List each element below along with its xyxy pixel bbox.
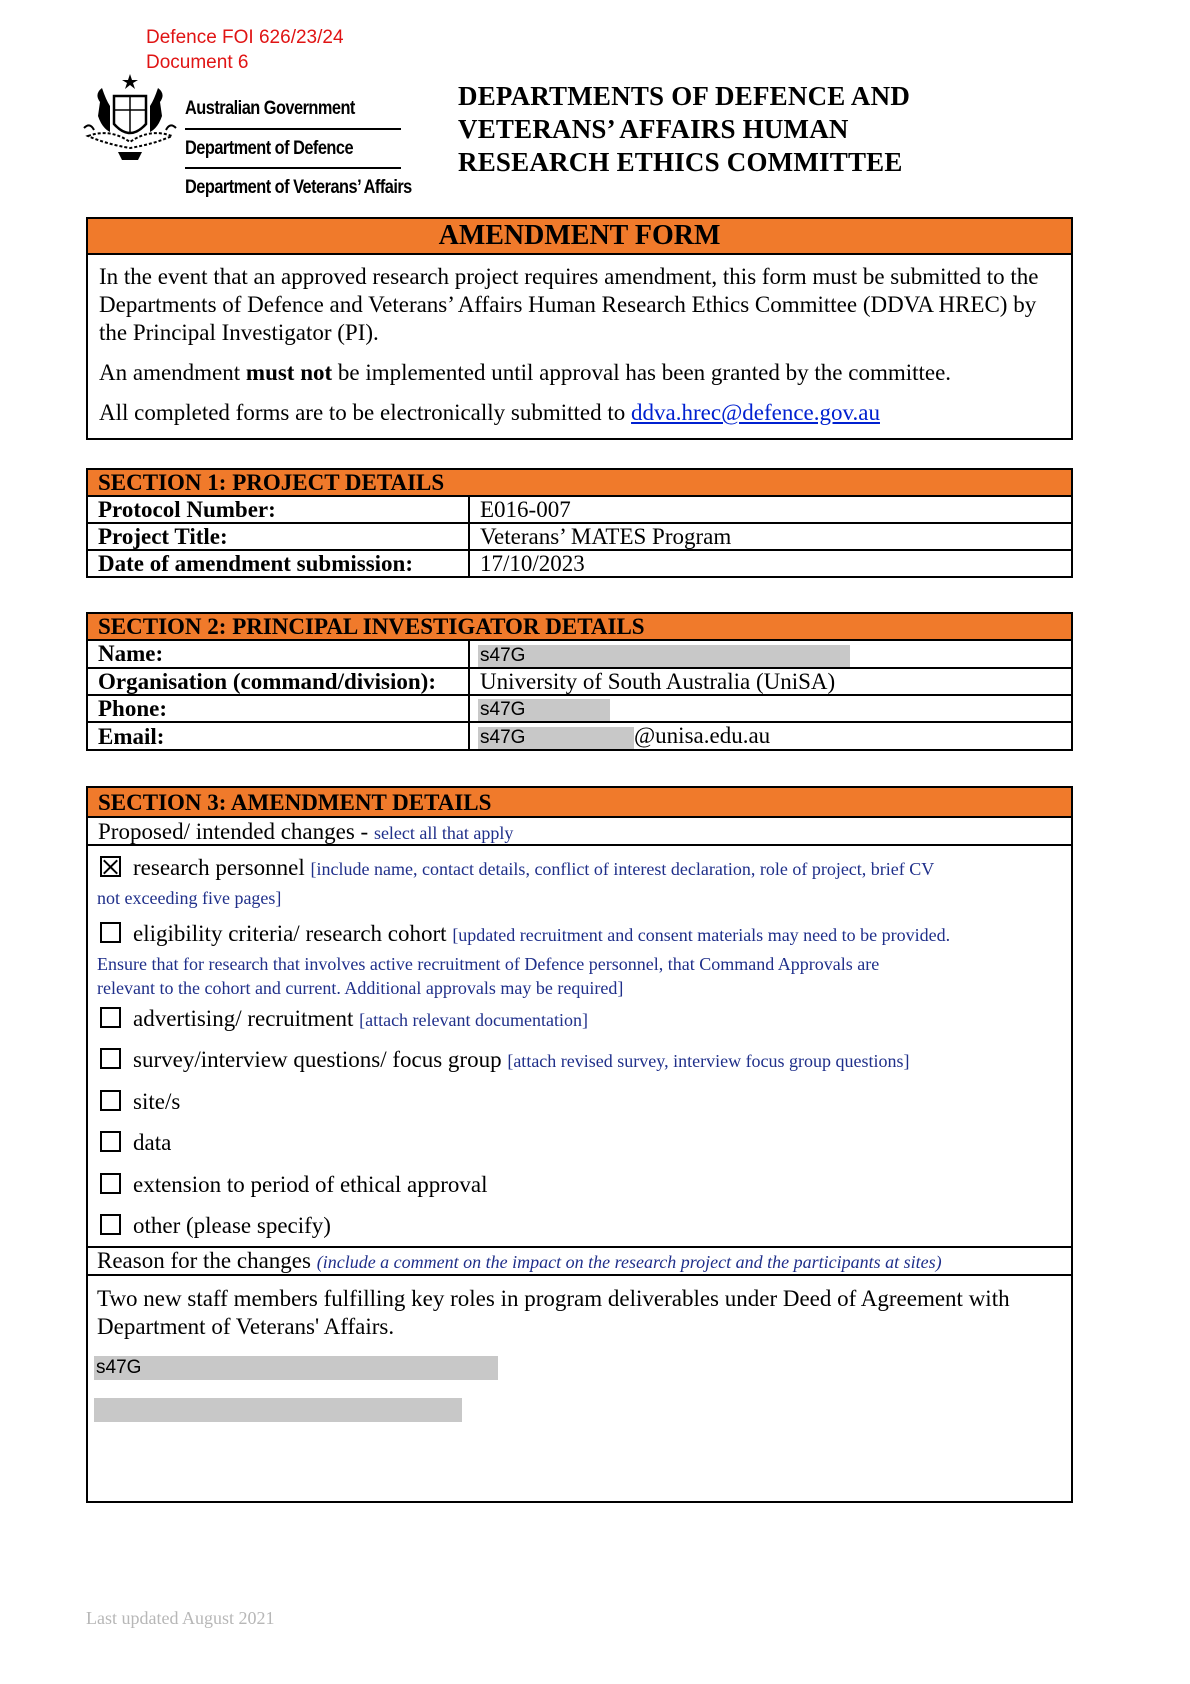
checkbox-icon[interactable] — [100, 1131, 121, 1152]
intro-paragraph-warning — [99, 359, 1061, 387]
checkbox-icon[interactable] — [100, 1173, 121, 1194]
amendment-form-box — [86, 217, 1073, 440]
logo-line-defence: Department of Defence — [185, 138, 354, 159]
option-note: [include name, contact details, conflict of interest declaration, role of project, brief CV — [310, 859, 935, 879]
committee-heading-line: DEPARTMENTS OF DEFENCE AND — [458, 81, 911, 111]
intro-text — [88, 255, 1071, 427]
organisation-label: Organisation (command/division): — [87, 668, 469, 695]
project-title-value: Veterans’ MATES Program — [469, 523, 1072, 550]
email-domain: @unisa.edu.au — [634, 723, 771, 749]
redaction-block: s47G — [478, 699, 610, 721]
submit-text: All completed forms are to be electronically submitted to — [99, 400, 632, 425]
option-advertising-recruitment[interactable] — [100, 1005, 588, 1034]
phone-value — [469, 695, 1072, 723]
reason-row — [88, 1246, 1071, 1276]
redaction-block-blank — [94, 1398, 462, 1422]
submission-date-value: 17/10/2023 — [469, 550, 1072, 577]
checkbox-icon[interactable] — [100, 1007, 121, 1028]
section1-table — [86, 468, 1073, 578]
hrec-email-link[interactable]: ddva.hrec@defence.gov.au — [631, 400, 880, 425]
committee-heading-line: VETERANS’ AFFAIRS HUMAN — [458, 114, 849, 144]
logo-divider — [185, 128, 401, 130]
option-survey-questions[interactable] — [100, 1046, 910, 1075]
redaction-block: s47G — [478, 727, 634, 749]
submission-date-label: Date of amendment submission: — [87, 550, 469, 577]
option-note: [attach relevant documentation] — [359, 1010, 588, 1030]
option-label: site/s — [133, 1089, 181, 1114]
intro-paragraph-submit — [99, 399, 1061, 427]
option-extension[interactable] — [100, 1171, 487, 1199]
option-label: advertising/ recruitment — [133, 1006, 354, 1031]
foi-number: Defence FOI 626/23/24 — [146, 27, 344, 48]
checkbox-icon[interactable] — [100, 1214, 121, 1235]
option-other[interactable] — [100, 1212, 331, 1240]
reason-label: Reason for the changes — [97, 1248, 317, 1273]
option-sites[interactable] — [100, 1088, 180, 1116]
committee-heading — [458, 80, 910, 179]
footer-last-updated: Last updated August 2021 — [86, 1608, 275, 1628]
section2-table — [86, 612, 1073, 751]
project-title-label: Project Title: — [87, 523, 469, 550]
option-label: other (please specify) — [133, 1213, 331, 1238]
option-label: data — [133, 1130, 172, 1155]
reason-hint: (include a comment on the impact on the research project and the participants at sites) — [316, 1252, 942, 1272]
email-value — [469, 722, 1072, 750]
email-label: Email: — [87, 722, 469, 750]
option-note: [attach revised survey, interview focus group questions] — [507, 1051, 910, 1071]
warning-text: be implemented until approval has been granted by the committee. — [332, 360, 952, 385]
foi-document: Document 6 — [146, 52, 249, 73]
option-data[interactable] — [100, 1129, 171, 1157]
protocol-number-label: Protocol Number: — [87, 496, 469, 523]
redaction-block: s47G — [478, 645, 850, 667]
warning-text: An amendment — [99, 360, 246, 385]
option-label: eligibility criteria/ research cohort — [133, 921, 447, 946]
option-research-personnel[interactable] — [100, 854, 934, 883]
option-label: research personnel — [133, 855, 305, 880]
form-title: AMENDMENT FORM — [88, 219, 1071, 255]
phone-label: Phone: — [87, 695, 469, 723]
logo-line-dva: Department of Veterans’ Affairs — [185, 177, 412, 198]
proposed-changes-hint: select all that apply — [373, 823, 514, 843]
protocol-number-value: E016-007 — [469, 496, 1072, 523]
section1-title: SECTION 1: PROJECT DETAILS — [87, 469, 1072, 496]
foi-reference — [146, 25, 344, 75]
option-label: survey/interview questions/ focus group — [133, 1047, 502, 1072]
checkbox-checked-icon[interactable] — [100, 856, 121, 877]
pi-name-value — [469, 640, 1072, 668]
option-label: extension to period of ethical approval — [133, 1172, 488, 1197]
organisation-value: University of South Australia (UniSA) — [469, 668, 1072, 695]
option-eligibility-criteria[interactable] — [100, 920, 950, 949]
reason-text: Two new staff members fulfilling key roles in program deliverables under Deed of Agreement with Department of Veterans' Affairs. — [97, 1286, 1010, 1339]
intro-paragraph: In the event that an approved research project requires amendment, this form must be submitted to the Departments of Defence and Veterans’ Affairs Human Research Ethics Committee (DDVA HREC) by the Principal Investigator (PI). — [99, 264, 1039, 345]
redaction-block: s47G — [94, 1356, 498, 1380]
proposed-changes-row — [88, 818, 1071, 846]
section2-title: SECTION 2: PRINCIPAL INVESTIGATOR DETAILS — [87, 613, 1072, 640]
section3-title: SECTION 3: AMENDMENT DETAILS — [88, 788, 1071, 818]
checkbox-icon[interactable] — [100, 922, 121, 943]
option-note-continued: not exceeding five pages] — [97, 888, 282, 908]
option-note-continued: Ensure that for research that involves active recruitment of Defence personnel, that Command Approvals are — [97, 954, 880, 974]
coat-of-arms-icon — [80, 72, 180, 167]
option-note: [updated recruitment and consent materials may need to be provided. — [452, 925, 951, 945]
option-note-continued: relevant to the cohort and current. Additional approvals may be required] — [97, 978, 624, 998]
checkbox-icon[interactable] — [100, 1048, 121, 1069]
proposed-changes-label: Proposed/ intended changes - — [98, 819, 374, 844]
committee-heading-line: RESEARCH ETHICS COMMITTEE — [458, 147, 903, 177]
logo-divider — [185, 167, 401, 169]
warning-emphasis: must not — [245, 360, 333, 385]
pi-name-label: Name: — [87, 640, 469, 668]
checkbox-icon[interactable] — [100, 1090, 121, 1111]
logo-line-government: Australian Government — [185, 98, 355, 119]
